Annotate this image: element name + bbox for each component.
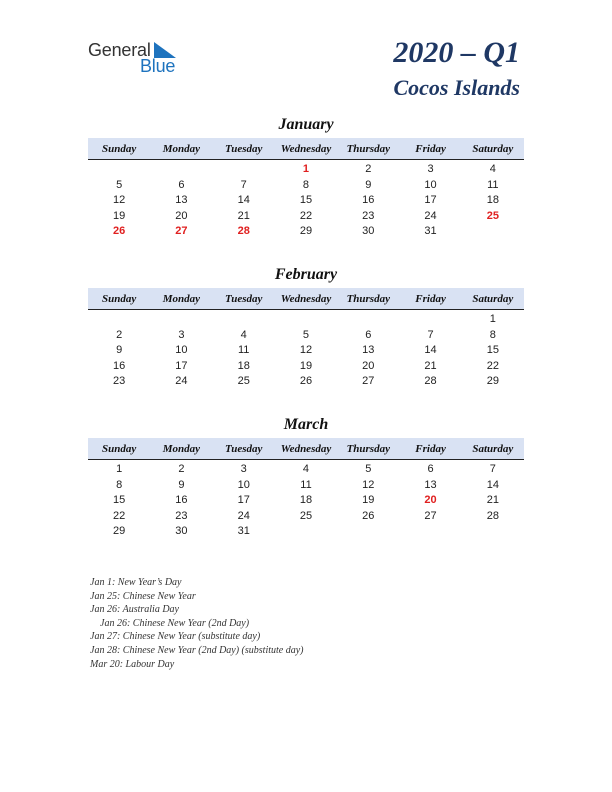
weekday-monday: Monday [162, 443, 201, 455]
day-cell: 18 [237, 359, 250, 372]
holiday-note: Jan 25: Chinese New Year [90, 590, 196, 602]
page-title: 2020 – Q1 [393, 36, 520, 69]
day-cell: 8 [302, 178, 310, 191]
day-cell: 6 [178, 178, 185, 191]
weekday-monday: Monday [162, 293, 201, 305]
day-cell: 14 [237, 194, 250, 206]
day-cell: 12 [362, 478, 375, 491]
day-cell: 18 [486, 194, 499, 206]
day-cell: 2 [178, 463, 185, 475]
day-cell: 15 [486, 344, 499, 356]
day-cell: 4 [240, 328, 247, 341]
empty-day-cell [88, 312, 150, 327]
holiday-day-cell: 25 [486, 209, 499, 222]
week-row [88, 343, 524, 358]
day-cell: 19 [299, 359, 313, 372]
day-cell: 17 [424, 194, 437, 206]
week-row [88, 178, 524, 193]
day-cell: 30 [362, 225, 375, 237]
day-cell: 29 [486, 375, 499, 387]
holiday-day-cell: 20 [424, 494, 437, 506]
day-cell: 28 [486, 509, 499, 522]
day-cell: 20 [362, 359, 375, 372]
day-cell: 1 [116, 463, 123, 475]
weekday-tuesday: Tuesday [224, 293, 263, 305]
holiday-day-cell: 27 [175, 225, 188, 237]
holiday-note: Mar 20: Labour Day [90, 658, 175, 670]
day-cell: 27 [424, 509, 437, 522]
general-blue-logo [88, 40, 188, 76]
day-cell: 9 [365, 178, 372, 191]
week-row [88, 524, 524, 539]
day-cell: 24 [237, 509, 250, 522]
weekday-friday: Friday [415, 293, 446, 305]
day-cell: 5 [116, 178, 123, 191]
empty-day-cell [213, 312, 275, 327]
day-cell: 29 [113, 525, 126, 537]
day-cell: 10 [175, 344, 188, 356]
week-row [88, 359, 524, 374]
empty-day-cell [150, 312, 212, 327]
day-cell: 5 [365, 463, 372, 475]
day-cell: 19 [362, 494, 375, 506]
month-name: February [274, 266, 338, 283]
empty-day-cell [275, 524, 337, 539]
day-cell: 14 [424, 344, 437, 356]
weekday-thursday: Thursday [346, 143, 390, 155]
empty-day-cell [462, 224, 524, 239]
day-cell: 21 [424, 359, 437, 372]
logo-word-general: General [88, 40, 151, 60]
day-cell: 26 [299, 375, 313, 387]
week-row [88, 478, 524, 493]
weekday-saturday: Saturday [472, 443, 514, 455]
day-cell: 28 [424, 375, 437, 387]
weekday-header-row [88, 288, 524, 310]
day-cell: 29 [299, 225, 313, 237]
weekday-wednesday: Wednesday [280, 143, 332, 155]
day-cell: 7 [427, 328, 434, 341]
holiday-note: Jan 27: Chinese New Year (substitute day) [90, 631, 261, 643]
empty-day-cell [150, 162, 212, 177]
day-cell: 12 [113, 194, 126, 206]
week-row [88, 374, 524, 389]
weekday-wednesday: Wednesday [280, 443, 332, 455]
day-cell: 16 [113, 359, 126, 372]
day-cell: 22 [299, 209, 313, 222]
day-cell: 31 [424, 225, 437, 237]
day-cell: 17 [175, 359, 188, 372]
week-row [88, 462, 524, 477]
day-cell: 3 [240, 463, 247, 475]
weekday-sunday: Sunday [102, 443, 137, 455]
week-row [88, 209, 524, 224]
logo-word-blue: Blue [140, 56, 176, 76]
day-cell: 22 [486, 359, 499, 372]
empty-day-cell [337, 312, 399, 327]
day-cell: 13 [424, 478, 437, 491]
day-cell: 2 [116, 328, 123, 341]
day-cell: 10 [237, 478, 250, 491]
holiday-day-cell: 1 [302, 163, 310, 175]
day-cell: 23 [362, 209, 375, 222]
day-cell: 23 [175, 509, 188, 522]
weekday-header-row [88, 138, 524, 160]
week-row [88, 224, 524, 239]
weekday-sunday: Sunday [102, 293, 137, 305]
day-cell: 3 [427, 163, 434, 175]
day-cell: 14 [486, 478, 499, 491]
day-cell: 20 [175, 209, 188, 222]
empty-day-cell [213, 162, 275, 177]
day-cell: 26 [362, 509, 375, 522]
holiday-note: Jan 26: Chinese New Year (2nd Day) [100, 617, 250, 629]
day-cell: 11 [237, 344, 250, 356]
day-cell: 7 [240, 178, 247, 191]
day-cell: 6 [427, 463, 434, 475]
day-cell: 19 [113, 209, 126, 222]
holiday-notes [90, 576, 490, 671]
day-cell: 6 [365, 328, 372, 341]
month-name: March [283, 416, 329, 433]
holiday-day-cell: 28 [237, 225, 250, 237]
month-name: January [278, 116, 334, 133]
day-cell: 12 [299, 344, 313, 356]
day-cell: 27 [362, 375, 375, 387]
day-cell: 5 [302, 328, 310, 341]
day-cell: 21 [237, 209, 250, 222]
empty-day-cell [462, 524, 524, 539]
day-cell: 24 [175, 375, 188, 387]
empty-day-cell [399, 524, 461, 539]
week-row [88, 328, 524, 343]
day-cell: 18 [299, 494, 313, 506]
day-cell: 13 [362, 344, 375, 356]
weekday-monday: Monday [162, 143, 201, 155]
holiday-day-cell: 26 [113, 225, 126, 237]
weekday-tuesday: Tuesday [224, 143, 263, 155]
day-cell: 3 [178, 328, 185, 341]
weekday-wednesday: Wednesday [280, 293, 332, 305]
empty-day-cell [399, 312, 461, 327]
weekday-sunday: Sunday [102, 143, 137, 155]
weekday-friday: Friday [415, 443, 446, 455]
weekday-friday: Friday [415, 143, 446, 155]
week-row [88, 162, 524, 177]
empty-day-cell [88, 162, 150, 177]
day-cell: 4 [489, 163, 496, 175]
day-cell: 7 [489, 463, 496, 475]
day-cell: 8 [116, 478, 123, 491]
day-cell: 31 [237, 525, 250, 537]
week-row [88, 509, 524, 524]
day-cell: 23 [113, 375, 126, 387]
holiday-note: Jan 28: Chinese New Year (2nd Day) (substitute day) [90, 644, 304, 656]
week-row [88, 312, 524, 327]
day-cell: 8 [489, 328, 496, 341]
day-cell: 11 [487, 178, 499, 191]
day-cell: 15 [113, 494, 126, 506]
weekday-thursday: Thursday [346, 443, 390, 455]
holiday-note: Jan 1: New Year’s Day [90, 577, 182, 588]
day-cell: 9 [116, 344, 123, 356]
week-row [88, 193, 524, 208]
day-cell: 25 [237, 375, 250, 387]
page-subtitle: Cocos Islands [393, 75, 520, 100]
empty-day-cell [337, 524, 399, 539]
week-row [88, 493, 524, 508]
day-cell: 11 [300, 478, 312, 491]
day-cell: 4 [302, 463, 310, 475]
day-cell: 15 [299, 194, 313, 206]
weekday-saturday: Saturday [472, 143, 514, 155]
weekday-saturday: Saturday [472, 293, 514, 305]
day-cell: 13 [175, 194, 188, 206]
day-cell: 10 [424, 178, 437, 191]
day-cell: 17 [237, 494, 250, 506]
day-cell: 2 [365, 163, 372, 175]
day-cell: 25 [299, 509, 313, 522]
weekday-thursday: Thursday [346, 293, 390, 305]
weekday-tuesday: Tuesday [224, 443, 263, 455]
day-cell: 9 [178, 478, 185, 491]
day-cell: 22 [113, 509, 126, 522]
weekday-header-row [88, 438, 524, 460]
empty-day-cell [275, 312, 337, 327]
day-cell: 16 [362, 194, 375, 206]
day-cell: 16 [175, 494, 188, 506]
day-cell: 1 [489, 313, 496, 325]
day-cell: 21 [486, 494, 499, 506]
holiday-note: Jan 26: Australia Day [90, 604, 179, 616]
day-cell: 30 [175, 525, 188, 537]
day-cell: 24 [424, 209, 437, 222]
